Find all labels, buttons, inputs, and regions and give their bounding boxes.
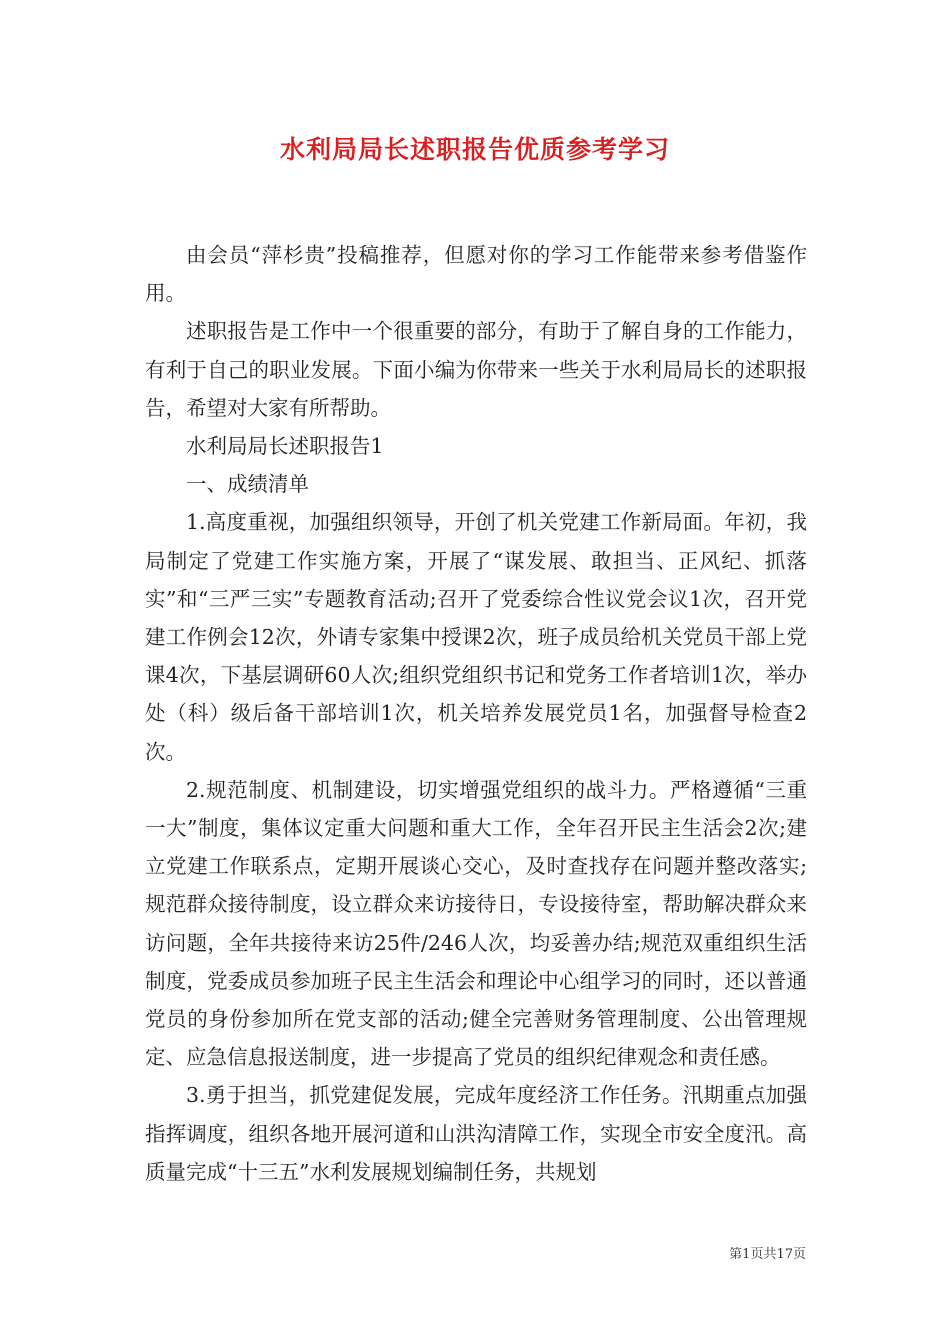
paragraph-report-heading: 水利局局长述职报告1 (186, 434, 384, 459)
paragraph-item-3: 3.勇于担当，抓党建促发展，完成年度经济工作任务。汛期重点加强指挥调度，组织各地开展河道和山洪沟清障工作，实现全市安全度汛。高质量完成“十三五”水利发展规划编制任务，共规划 (145, 1083, 807, 1184)
document-body (145, 236, 807, 1191)
paragraph-intro: 由会员“萍杉贵”投稿推荐，但愿对你的学习工作能带来参考借鉴作用。 (145, 243, 807, 306)
paragraph-preface: 述职报告是工作中一个很重要的部分，有助于了解自身的工作能力，有利于自己的职业发展。下面小编为你带来一些关于水利局局长的述职报告，希望对大家有所帮助。 (145, 319, 807, 420)
paragraph-item-2: 2.规范制度、机制建设，切实增强党组织的战斗力。严格遵循“三重一大”制度，集体议定重大问题和重大工作，全年召开民主生活会2次;建立党建工作联系点，定期开展谈心交心，及时查找存在问题并整改落实;规范群众接待制度，设立群众来访接待日，专设接待室，帮助解决群众来访问题，全年共接待来访25件/246人次，均妥善办结;规范双重组织生活制度，党委成员参加班子民主生活会和理论中心组学习的同时，还以普通党员的身份参加所在党支部的活动;健全完善财务管理制度、公出管理规定、应急信息报送制度，进一步提高了党员的组织纪律观念和责任感。 (145, 777, 807, 1070)
document-title: 水利局局长述职报告优质参考学习 (279, 135, 670, 164)
page-number-footer: 第1页共17页 (729, 1247, 806, 1262)
paragraph-item-1: 1.高度重视，加强组织领导，开创了机关党建工作新局面。年初，我局制定了党建工作实施方案，开展了“谋发展、敢担当、正风纪、抓落实”和“三严三实”专题教育活动;召开了党委综合性议党会议1次，召开党建工作例会12次，外请专家集中授课2次，班子成员给机关党员干部上党课4次，下基层调研60人次;组织党组织书记和党务工作者培训1次，举办处（科）级后备干部培训1次，机关培养发展党员1名，加强督导检查2次。 (145, 510, 807, 764)
paragraph-section-heading: 一、成绩清单 (186, 472, 309, 497)
